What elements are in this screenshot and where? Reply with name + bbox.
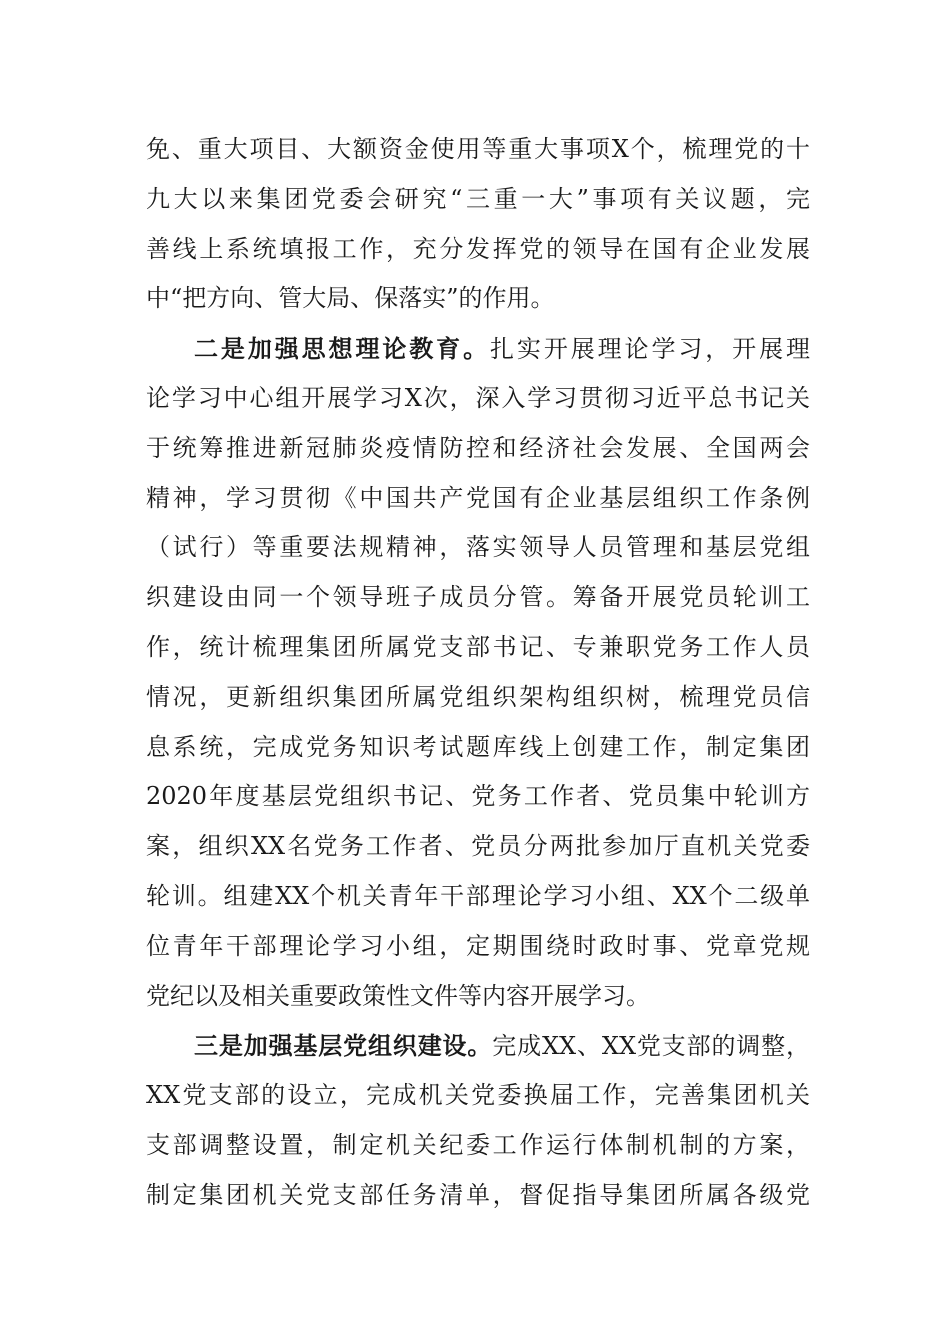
- heading-line-rest: 扎实开展理论学习，开展理: [490, 335, 810, 364]
- text-line: 织建设由同一个领导班子成员分管。筹备开展党员轮训工: [146, 583, 810, 612]
- text-line: 于统筹推进新冠肺炎疫情防控和经济社会发展、全国两会: [146, 433, 810, 462]
- text-line: [146, 1021, 810, 1071]
- text-line: 支部调整设置，制定机关纪委工作运行体制机制的方案，: [146, 1130, 810, 1159]
- text-line: 党纪以及相关重要政策性文件等内容开展学习。: [146, 981, 650, 1010]
- paragraph-continuation: [146, 125, 810, 324]
- text-line: 息系统，完成党务知识考试题库线上创建工作，制定集团: [146, 732, 810, 761]
- text-line: 作，统计梳理集团所属党支部书记、专兼职党务工作人员: [146, 632, 810, 661]
- text-line: 情况，更新组织集团所属党组织架构组织树，梳理党员信: [146, 682, 810, 711]
- text-line: 案，组织XX名党务工作者、党员分两批参加厅直机关党委: [146, 832, 810, 861]
- text-line: 论学习中心组开展学习X次，深入学习贯彻习近平总书记关: [146, 383, 810, 412]
- paragraph-heading: 三是加强基层党组织建设。: [194, 1031, 493, 1061]
- text-line: 善线上系统填报工作，充分发挥党的领导在国有企业发展: [146, 234, 810, 263]
- text-line: 2020年度基层党组织书记、党务工作者、党员集中轮训方: [146, 782, 810, 811]
- paragraph-party-building: [146, 1021, 810, 1220]
- text-line: 轮训。组建XX个机关青年干部理论学习小组、XX个二级单: [146, 881, 810, 910]
- text-line: 精神，学习贯彻《中国共产党国有企业基层组织工作条例: [146, 483, 810, 512]
- text-line: XX党支部的设立，完成机关党委换届工作，完善集团机关: [146, 1081, 810, 1110]
- text-line: 免、重大项目、大额资金使用等重大事项X个，梳理党的十: [146, 135, 810, 163]
- text-line: 九大以来集团党委会研究“三重一大”事项有关议题，完: [146, 184, 810, 213]
- paragraph-theory-education: [146, 324, 810, 1021]
- paragraph-heading: 二是加强思想理论教育。: [194, 334, 490, 364]
- text-line: 中“把方向、管大局、保落实”的作用。: [146, 284, 555, 313]
- text-line: 制定集团机关党支部任务清单，督促指导集团所属各级党: [146, 1180, 810, 1209]
- text-line: [146, 324, 810, 374]
- text-line: 位青年干部理论学习小组，定期围绕时政时事、党章党规: [146, 931, 810, 960]
- document-body: [146, 125, 810, 1221]
- heading-line-rest: 完成XX、XX党支部的调整，: [492, 1032, 811, 1061]
- text-line: （试行）等重要法规精神，落实领导人员管理和基层党组: [146, 533, 810, 562]
